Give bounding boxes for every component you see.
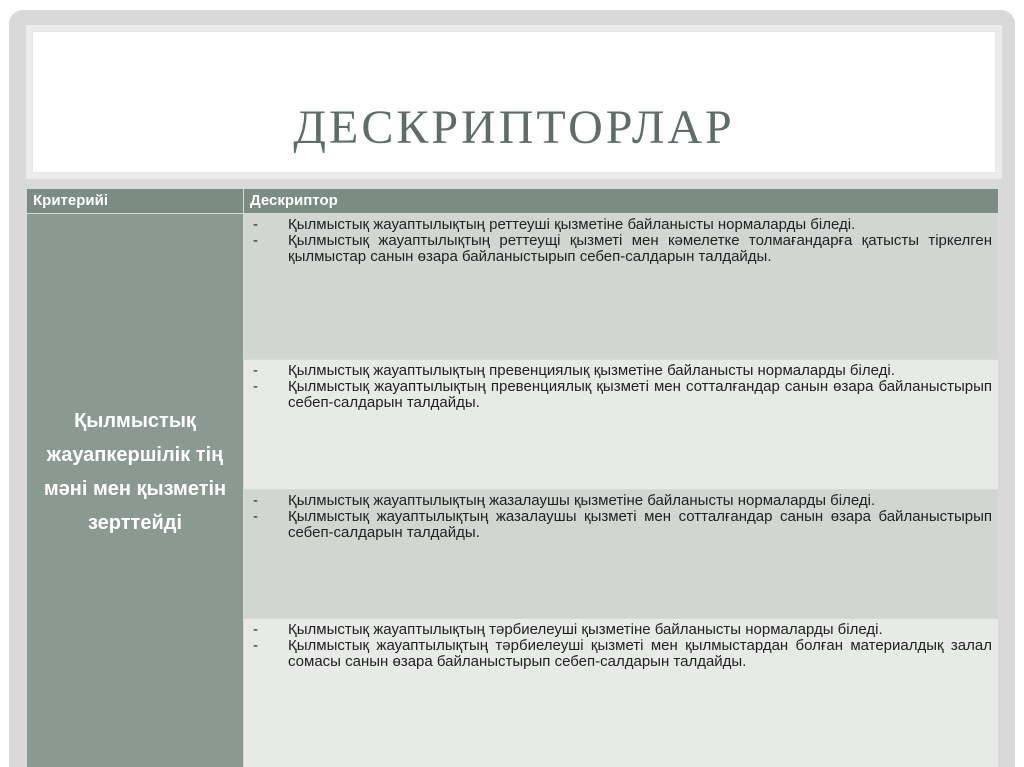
header-descriptor: Дескриптор <box>244 189 998 213</box>
descriptor-item <box>250 493 992 509</box>
descriptor-text: Қылмыстық жауаптылықтың тәрбиелеуші қызметіне байланысты нормаларды біледі. <box>288 621 883 638</box>
bullet-dash: - <box>253 216 258 233</box>
descriptor-item <box>250 363 992 379</box>
title-panel <box>32 31 996 173</box>
descriptor-text: Қылмыстық жауаптылықтың тәрбиелеуші қызметі мен қылмыстардан болған материалдық залал сомасы санын өзара байланыстырып себеп-салдарын талдайды. <box>288 637 992 670</box>
descriptor-item <box>250 638 992 670</box>
bullet-dash: - <box>253 362 258 379</box>
header-criterion: Критерийі <box>27 189 243 213</box>
descriptor-row <box>244 360 998 489</box>
descriptor-text: Қылмыстық жауаптылықтың жазалаушы қызметі мен сотталғандар санын өзара байланыстырып себеп-салдарын талдайды. <box>288 508 992 541</box>
criterion-text: Қылмыстық жауапкершілік тің мәні мен қызметін зерттейді <box>43 409 227 534</box>
bullet-dash: - <box>253 378 258 395</box>
descriptor-row <box>244 214 998 359</box>
slide-title: ДЕСКРИПТОРЛАР <box>293 101 735 154</box>
bullet-dash: - <box>253 492 258 509</box>
bullet-dash: - <box>253 232 258 249</box>
descriptor-item <box>250 622 992 638</box>
descriptor-text: Қылмыстық жауаптылықтың превенциялық қызметі мен сотталғандар санын өзара байланыстырып себеп-салдарын талдайды. <box>288 378 992 411</box>
descriptor-text: Қылмыстық жауаптылықтың превенциялық қызметіне байланысты нормаларды біледі. <box>288 362 895 379</box>
descriptor-item <box>250 233 992 265</box>
descriptor-text: Қылмыстық жауаптылықтың реттеущі қызметі мен кәмелетке толмағандарға қатысты тіркелген қылмыстар санын өзара байланыстырып себеп-салдарын талдайды. <box>288 232 992 265</box>
descriptor-table <box>27 189 998 767</box>
descriptor-row <box>244 619 998 767</box>
bullet-dash: - <box>253 508 258 525</box>
descriptor-item <box>250 217 992 233</box>
descriptor-row <box>244 490 998 618</box>
bullet-dash: - <box>253 637 258 654</box>
descriptor-text: Қылмыстық жауаптылықтың реттеуші қызметіне байланысты нормаларды біледі. <box>288 216 856 233</box>
descriptor-item <box>250 379 992 411</box>
descriptor-item <box>250 509 992 541</box>
criterion-cell <box>27 214 243 767</box>
descriptor-text: Қылмыстық жауаптылықтың жазалаушы қызметіне байланысты нормаларды біледі. <box>288 492 876 509</box>
bullet-dash: - <box>253 621 258 638</box>
